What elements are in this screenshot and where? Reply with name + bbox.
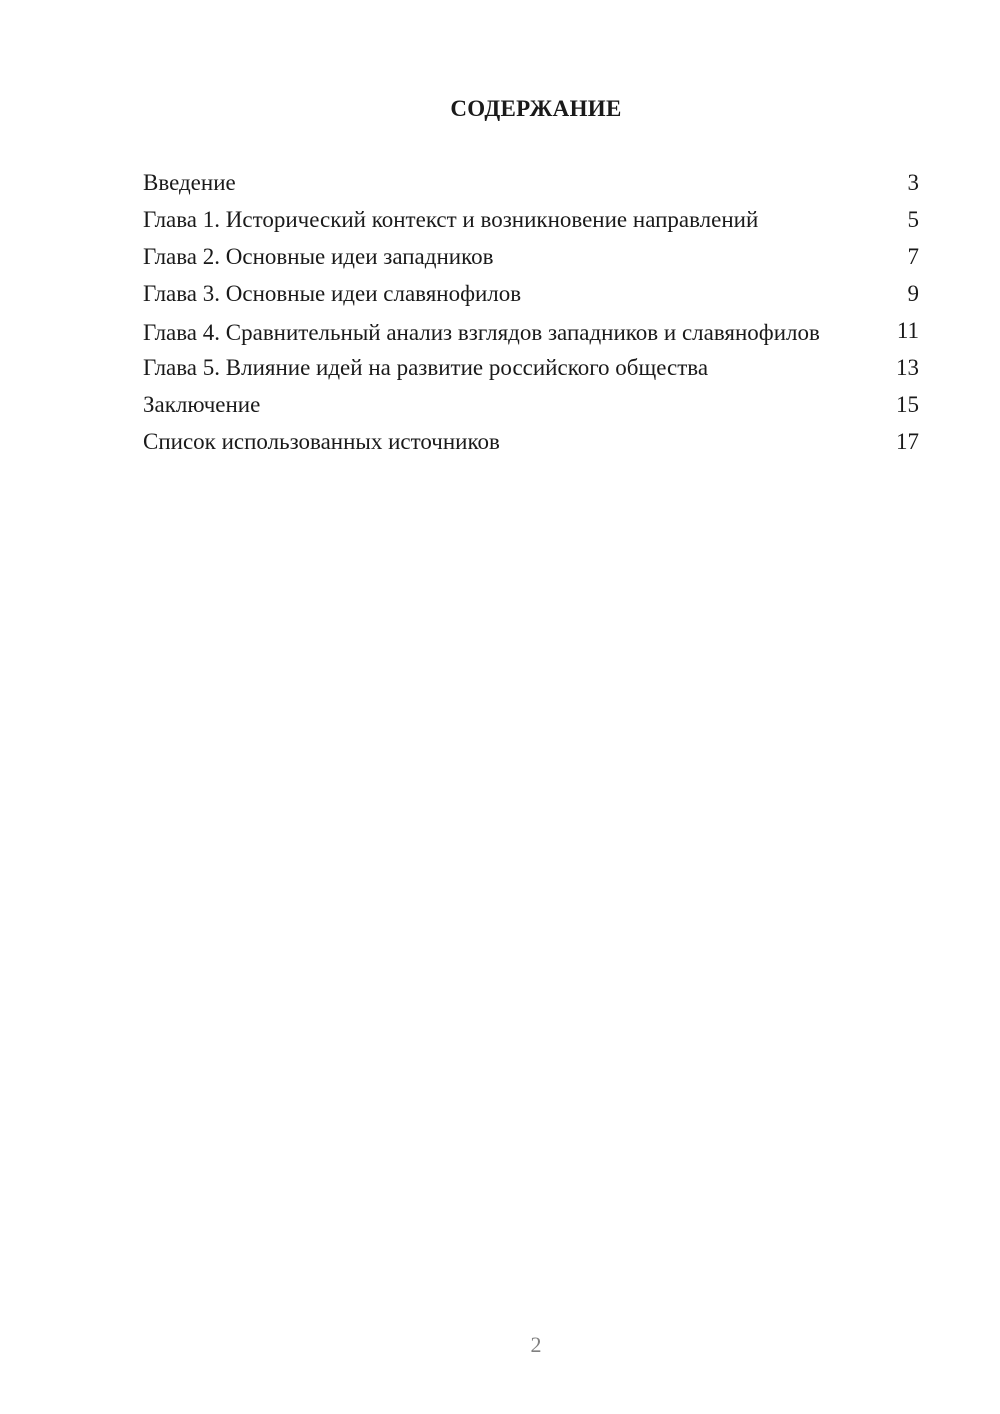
toc-entry[interactable] <box>143 353 919 383</box>
toc-entry-page: 9 <box>907 281 919 306</box>
toc-entry[interactable] <box>143 279 919 309</box>
toc-entry-page: 15 <box>896 392 919 417</box>
toc-entry[interactable] <box>143 427 919 457</box>
toc-entry-page: 5 <box>907 207 919 232</box>
toc-entry-page: 7 <box>907 244 919 269</box>
toc-entry-page: 3 <box>907 170 919 195</box>
toc-entry[interactable] <box>143 168 919 198</box>
toc-entry-label: Заключение <box>143 392 261 417</box>
toc-entry[interactable] <box>143 316 919 346</box>
toc-entry[interactable] <box>143 205 919 235</box>
toc-entry-page: 13 <box>896 355 919 380</box>
toc-entry-page: 11 <box>896 318 919 343</box>
toc-entry-label: Список использованных источников <box>143 429 500 454</box>
toc-entry-label: Глава 5. Влияние идей на развитие российского общества <box>143 355 709 380</box>
page-number: 2 <box>530 1332 542 1357</box>
toc-entry-label: Глава 1. Исторический контекст и возникновение направлений <box>143 207 759 232</box>
toc-entry-label: Глава 4. Сравнительный анализ взглядов западников и славянофилов <box>143 320 820 345</box>
toc-entry-page: 17 <box>896 429 919 454</box>
toc-entry-label: Глава 2. Основные идеи западников <box>143 244 494 269</box>
table-of-contents <box>143 168 919 464</box>
toc-entry-label: Введение <box>143 170 236 195</box>
page-title: СОДЕРЖАНИЕ <box>450 96 622 121</box>
toc-entry[interactable] <box>143 242 919 272</box>
toc-entry[interactable] <box>143 390 919 420</box>
toc-entry-label: Глава 3. Основные идеи славянофилов <box>143 281 522 306</box>
